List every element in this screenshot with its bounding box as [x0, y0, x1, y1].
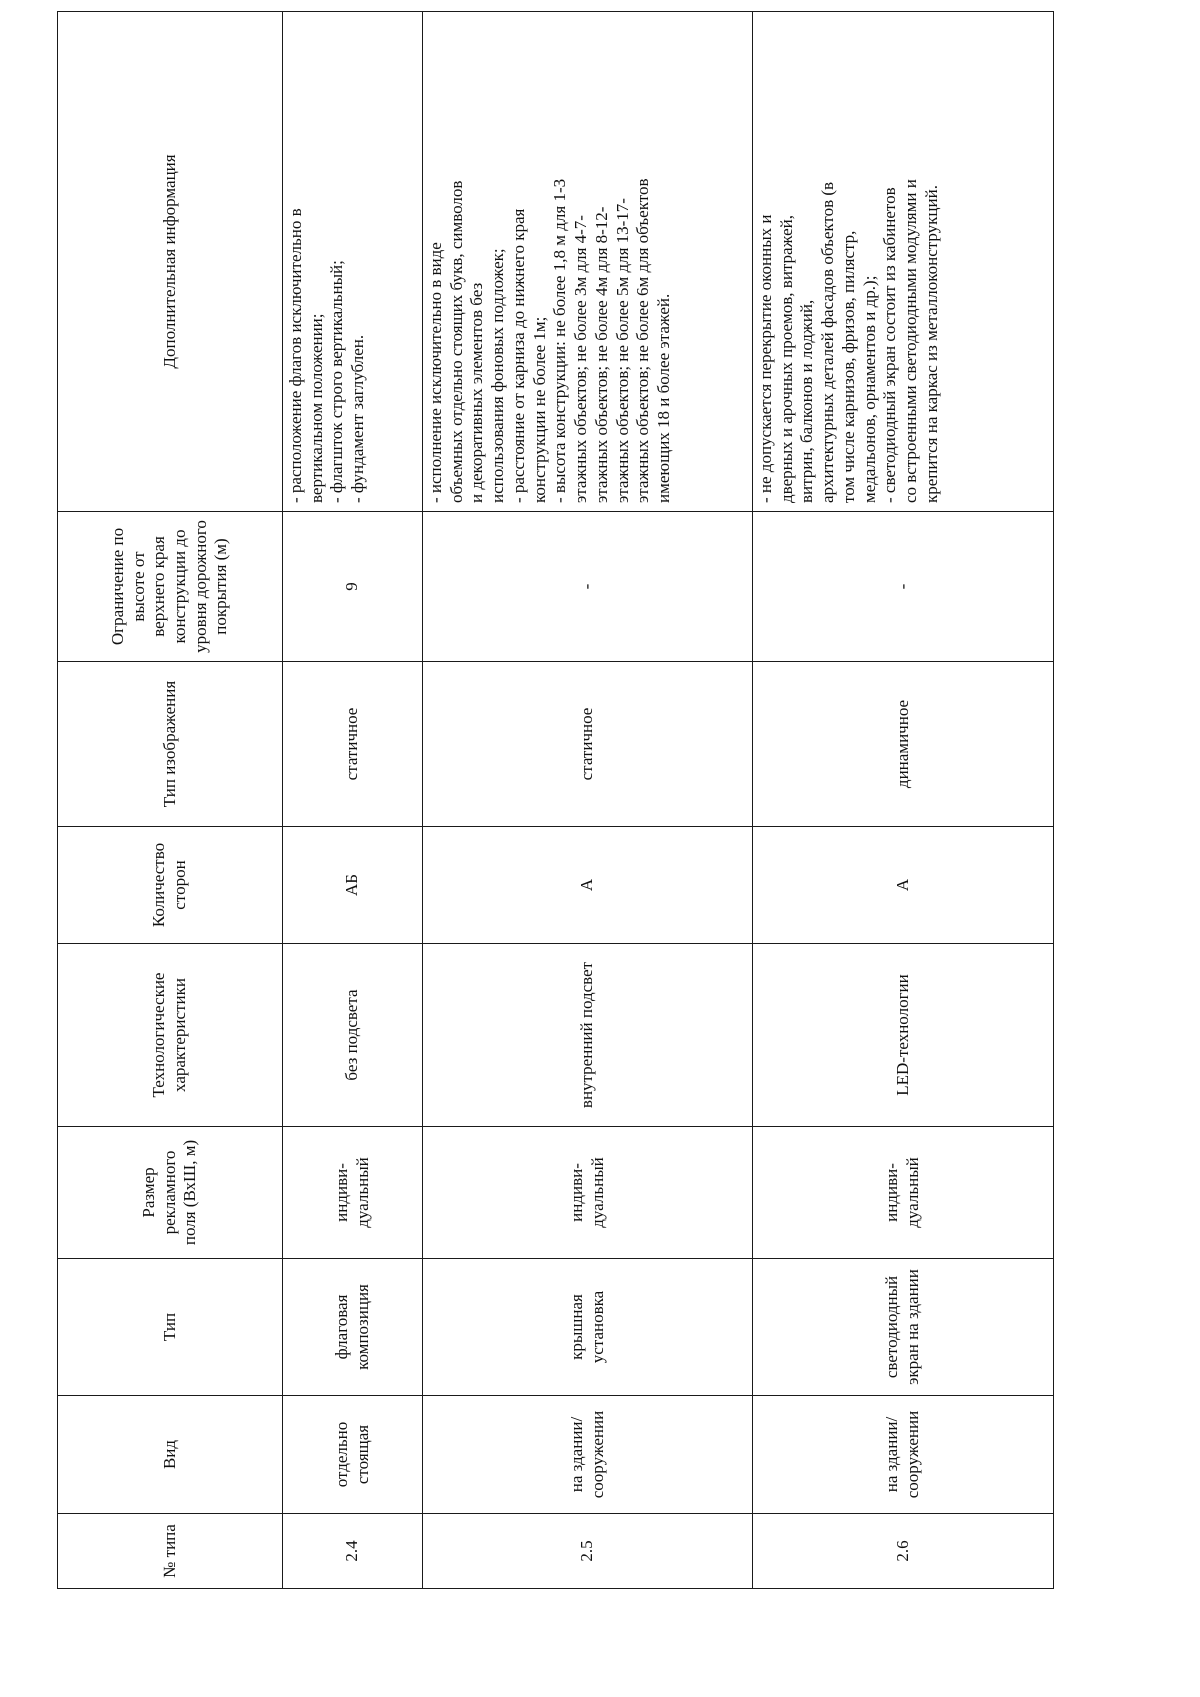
cell-tip: флаговая композиция: [283, 1259, 423, 1396]
cell-info: [283, 12, 423, 512]
cell-num: 2.6: [753, 1514, 1054, 1589]
cell-sides: АБ: [283, 827, 423, 944]
info-line: вертикальном положении;: [306, 313, 326, 503]
info-line: - расстояние от карниза до нижнего края: [508, 208, 528, 503]
table-header-row: [58, 12, 283, 1589]
info-line: витрин, балконов и лоджий,: [797, 299, 817, 503]
cell-num: 2.4: [283, 1514, 423, 1589]
info-line: архитектурных деталей фасадов объектов (в: [818, 181, 838, 503]
cell-num: 2.5: [423, 1514, 753, 1589]
cell-image: статичное: [423, 662, 753, 827]
header-limit: Ограничение по высоте от верхнего края конструкции до уровня дорожного покрытия (м): [58, 512, 283, 662]
cell-size: индиви-дуальный: [423, 1127, 753, 1259]
info-line: использования фоновых подложек;: [488, 248, 508, 503]
info-line: - исполнение исключительно в виде: [426, 242, 445, 503]
info-line: объемных отдельно стоящих букв, символов: [446, 180, 466, 503]
header-info: Дополнительная информация: [58, 12, 283, 512]
cell-tech: LED-технологии: [753, 944, 1054, 1127]
cell-image: динамичное: [753, 662, 1054, 827]
cell-limit: 9: [283, 512, 423, 662]
cell-vid: на здании/ сооружении: [423, 1396, 753, 1514]
info-line: крепится на каркас из металлоконструкций.: [921, 185, 941, 503]
cell-tip: светодиодный экран на здании: [753, 1259, 1054, 1396]
info-line: - фундамент заглублен.: [348, 334, 368, 503]
advertising-structures-table: [57, 11, 1054, 1589]
cell-size: индиви-дуальный: [283, 1127, 423, 1259]
cell-image: статичное: [283, 662, 423, 827]
cell-limit: -: [753, 512, 1054, 662]
header-tip: Тип: [58, 1259, 283, 1396]
cell-size: индиви-дуальный: [753, 1127, 1054, 1259]
info-line: со встроенными светодиодными модулями и: [901, 179, 921, 503]
cell-sides: А: [753, 827, 1054, 944]
cell-limit: -: [423, 512, 753, 662]
info-line: этажных объектов; не более 4м для 8-12-: [591, 206, 611, 503]
info-line: и декоративных элементов без: [467, 282, 487, 503]
info-line: - не допускается перекрытие оконных и: [756, 214, 775, 503]
info-line: имеющих 18 и более этажей.: [654, 293, 674, 503]
rotated-table-sheet: [57, 12, 1053, 1589]
header-sides: Количество сторон: [58, 827, 283, 944]
info-line: - флагшток строго вертикальный;: [327, 260, 347, 503]
table-row: [753, 12, 1054, 1589]
info-line: - высота конструкции: не более 1,8 м для 1-3: [550, 178, 570, 503]
cell-info: [753, 12, 1054, 512]
header-size: Размер рекламного поля (ВхШ, м): [58, 1127, 283, 1259]
cell-tip: крышная установка: [423, 1259, 753, 1396]
cell-vid: отдельно стоящая: [283, 1396, 423, 1514]
info-line: - расположение флагов исключительно в: [286, 208, 305, 503]
header-vid: Вид: [58, 1396, 283, 1514]
info-line: этажных объектов; не более 5м для 13-17-: [612, 198, 632, 503]
table-row: [423, 12, 753, 1589]
cell-sides: А: [423, 827, 753, 944]
info-line: конструкции не более 1м;: [529, 316, 549, 503]
cell-tech: внутренний подсвет: [423, 944, 753, 1127]
cell-vid: на здании/ сооружении: [753, 1396, 1054, 1514]
info-line: этажных объектов; не более 3м для 4-7-: [571, 215, 591, 503]
header-tech: Технологические характеристики: [58, 944, 283, 1127]
info-line: том числе карнизов, фризов, пилястр,: [838, 230, 858, 503]
header-image: Тип изображения: [58, 662, 283, 827]
info-line: дверных и арочных проемов, витражей,: [776, 214, 796, 503]
cell-tech: без подсвета: [283, 944, 423, 1127]
info-line: медальонов, орнаментов и др.);: [859, 275, 879, 503]
cell-info: [423, 12, 753, 512]
info-line: - светодиодный экран состоит из кабинетов: [880, 187, 900, 503]
info-line: этажных объектов; не более 6м для объектов: [633, 178, 653, 503]
table-row: [283, 12, 423, 1589]
header-num: № типа: [58, 1514, 283, 1589]
